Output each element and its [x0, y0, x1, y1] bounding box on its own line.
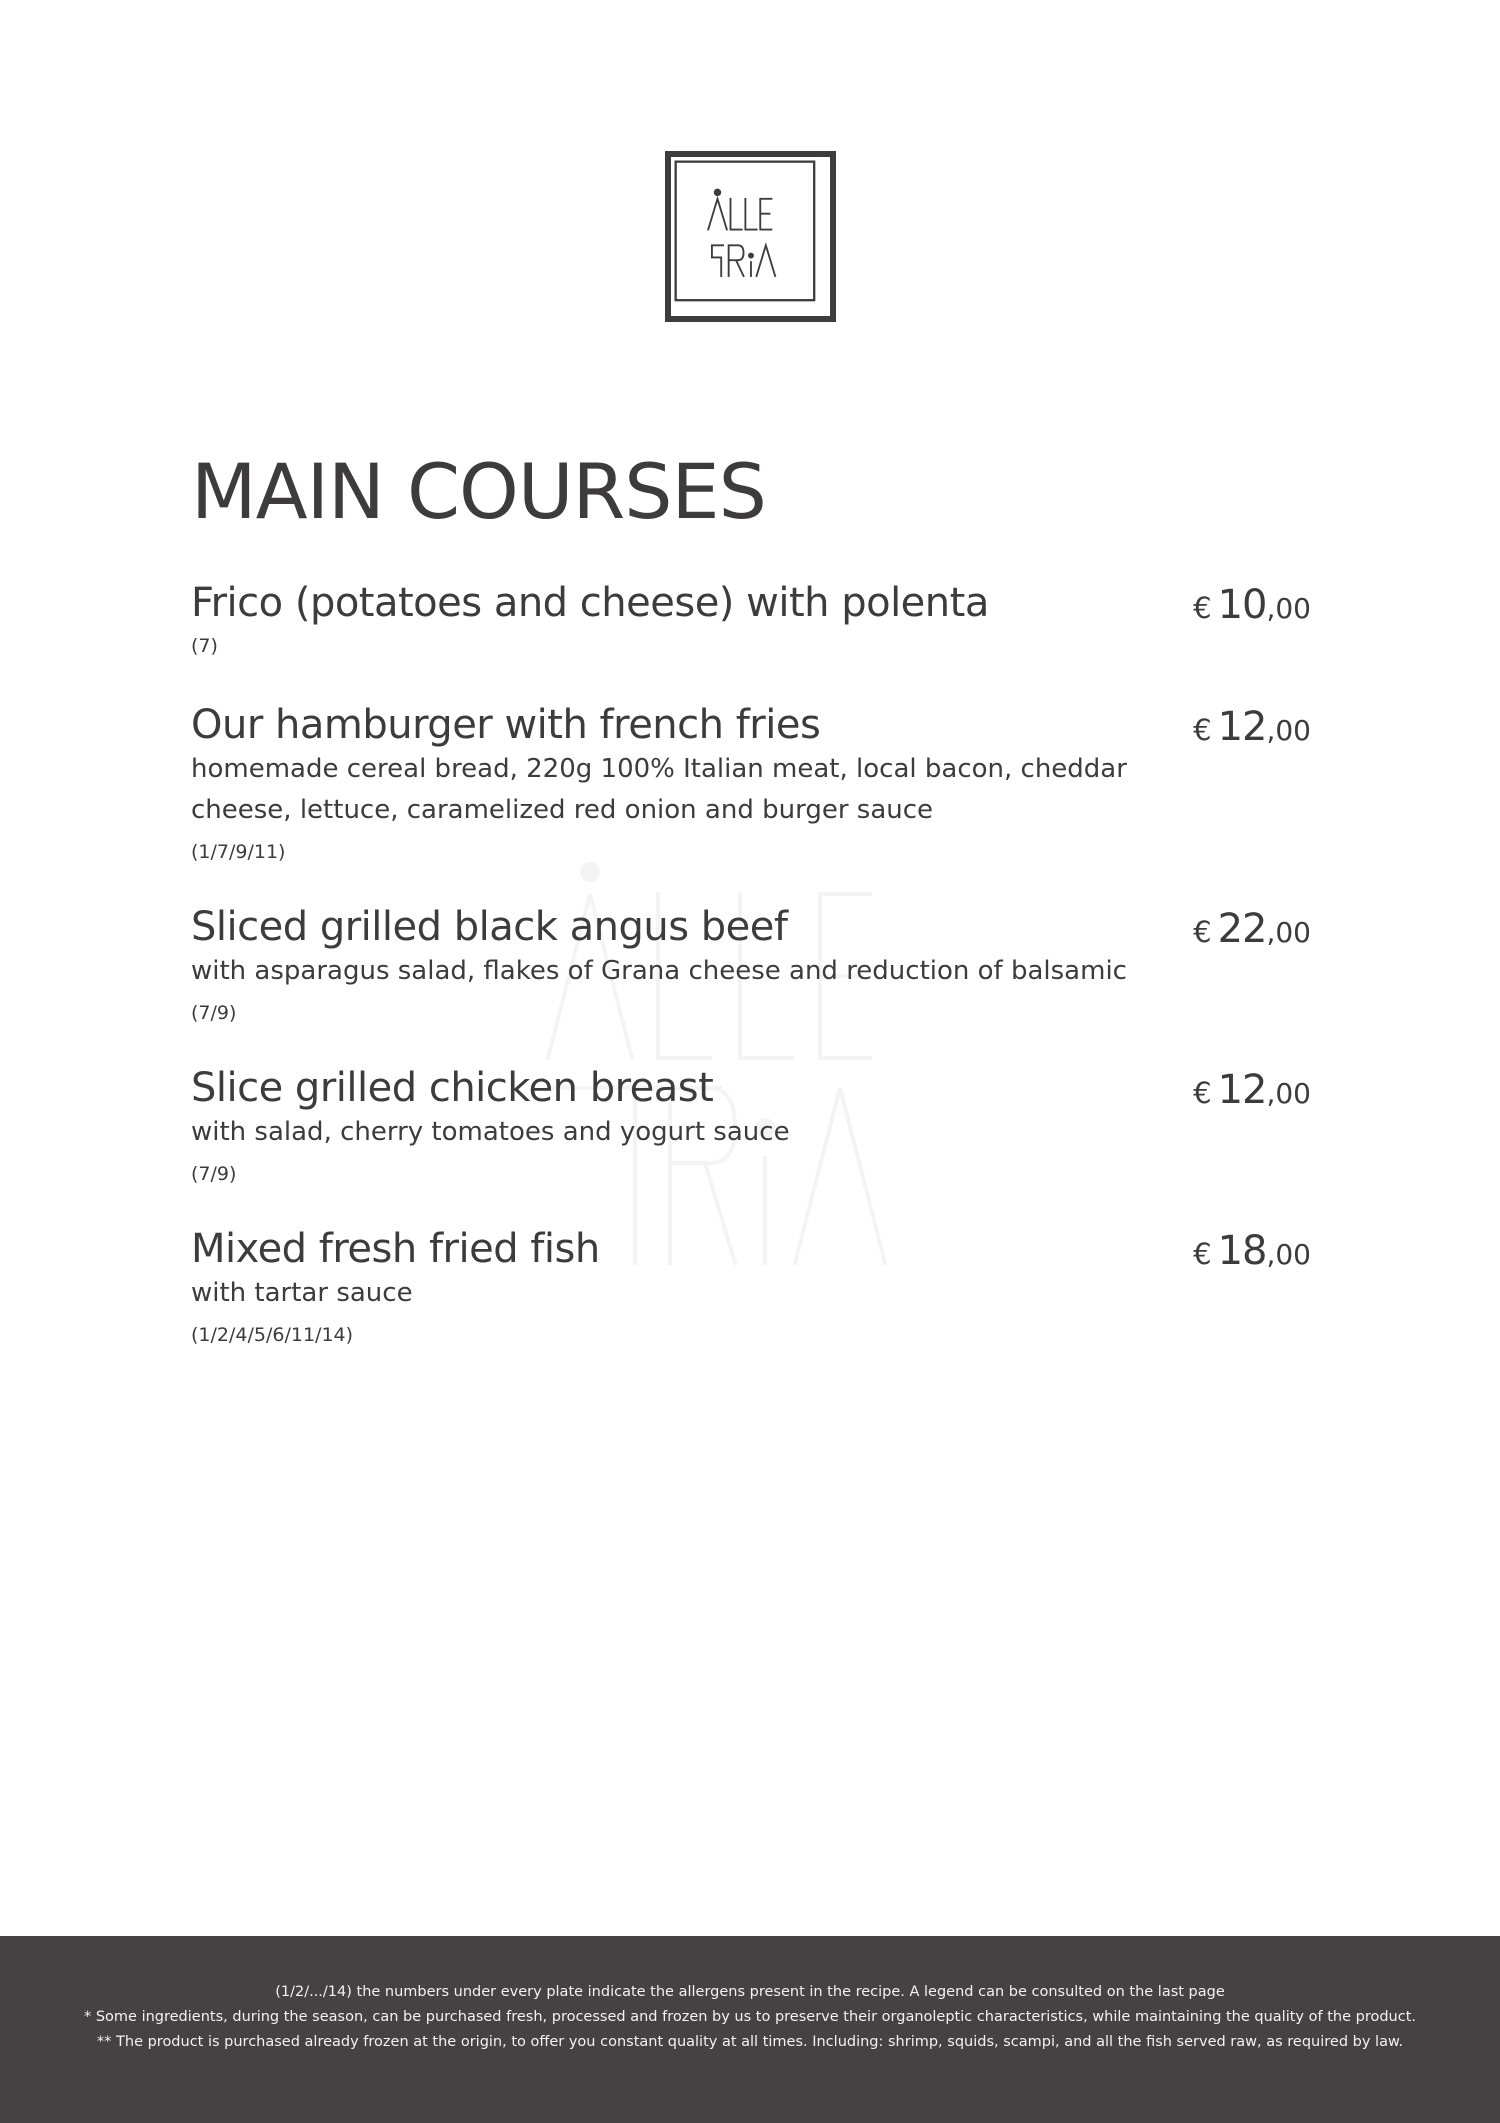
item-price	[1193, 580, 1311, 638]
menu-item	[191, 699, 1311, 901]
item-allergens: (7/9)	[191, 1163, 237, 1185]
item-description: with asparagus salad, flakes of Grana cheese and reduction of balsamic	[191, 956, 1127, 986]
currency-symbol: €	[1193, 915, 1212, 949]
price-decimal: ,00	[1266, 916, 1311, 949]
price-integer: 18	[1217, 1228, 1267, 1274]
item-price	[1193, 1065, 1311, 1123]
price-integer: 12	[1217, 704, 1267, 750]
item-allergens: (1/2/4/5/6/11/14)	[191, 1324, 354, 1346]
currency-symbol: €	[1193, 713, 1212, 747]
menu-list	[191, 577, 1311, 1384]
item-description: with tartar sauce	[191, 1278, 413, 1308]
item-name: Sliced grilled black angus beef	[191, 904, 788, 950]
item-description: with salad, cherry tomatoes and yogurt sauce	[191, 1117, 790, 1147]
item-price	[1193, 904, 1311, 962]
menu-item	[191, 1062, 1311, 1223]
item-price	[1193, 1226, 1311, 1284]
item-allergens: (7/9)	[191, 1002, 237, 1024]
menu-item	[191, 901, 1311, 1062]
item-name: Mixed fresh fried fish	[191, 1226, 600, 1272]
menu-item	[191, 1223, 1311, 1384]
item-name: Slice grilled chicken breast	[191, 1065, 714, 1111]
currency-symbol: €	[1193, 591, 1212, 625]
currency-symbol: €	[1193, 1237, 1212, 1271]
item-price	[1193, 702, 1311, 760]
page-title: MAIN COURSES	[191, 447, 766, 536]
logo-mark	[671, 157, 830, 316]
price-integer: 22	[1217, 906, 1267, 952]
restaurant-logo	[665, 151, 836, 322]
price-decimal: ,00	[1266, 1238, 1311, 1271]
item-name: Our hamburger with french fries	[191, 702, 821, 748]
item-allergens: (1/7/9/11)	[191, 841, 286, 863]
menu-item	[191, 577, 1311, 699]
price-decimal: ,00	[1266, 1077, 1311, 1110]
footer-notes	[0, 1936, 1500, 2123]
footer-seasonal-note: * Some ingredients, during the season, can be purchased fresh, processed and frozen by us to preserve their organoleptic characteristics, while maintaining the quality of the product.	[83, 2009, 1416, 2025]
footer-allergen-note: (1/2/.../14) the numbers under every plate indicate the allergens present in the recipe. A legend can be consulted on the last page	[275, 1984, 1225, 2000]
item-description: homemade cereal bread, 220g 100% Italian meat, local bacon, cheddar cheese, lettuce, caramelized red onion and burger sauce	[191, 754, 1127, 825]
footer-frozen-note: ** The product is purchased already frozen at the origin, to offer you constant quality at all times. Including: shrimp, squids, scampi, and all the fish served raw, as required by law.	[96, 2034, 1404, 2050]
item-name: Frico (potatoes and cheese) with polenta	[191, 580, 989, 626]
price-integer: 12	[1217, 1067, 1267, 1113]
item-allergens: (7)	[191, 635, 218, 657]
price-decimal: ,00	[1266, 592, 1311, 625]
price-integer: 10	[1217, 582, 1267, 628]
price-decimal: ,00	[1266, 714, 1311, 747]
currency-symbol: €	[1193, 1076, 1212, 1110]
